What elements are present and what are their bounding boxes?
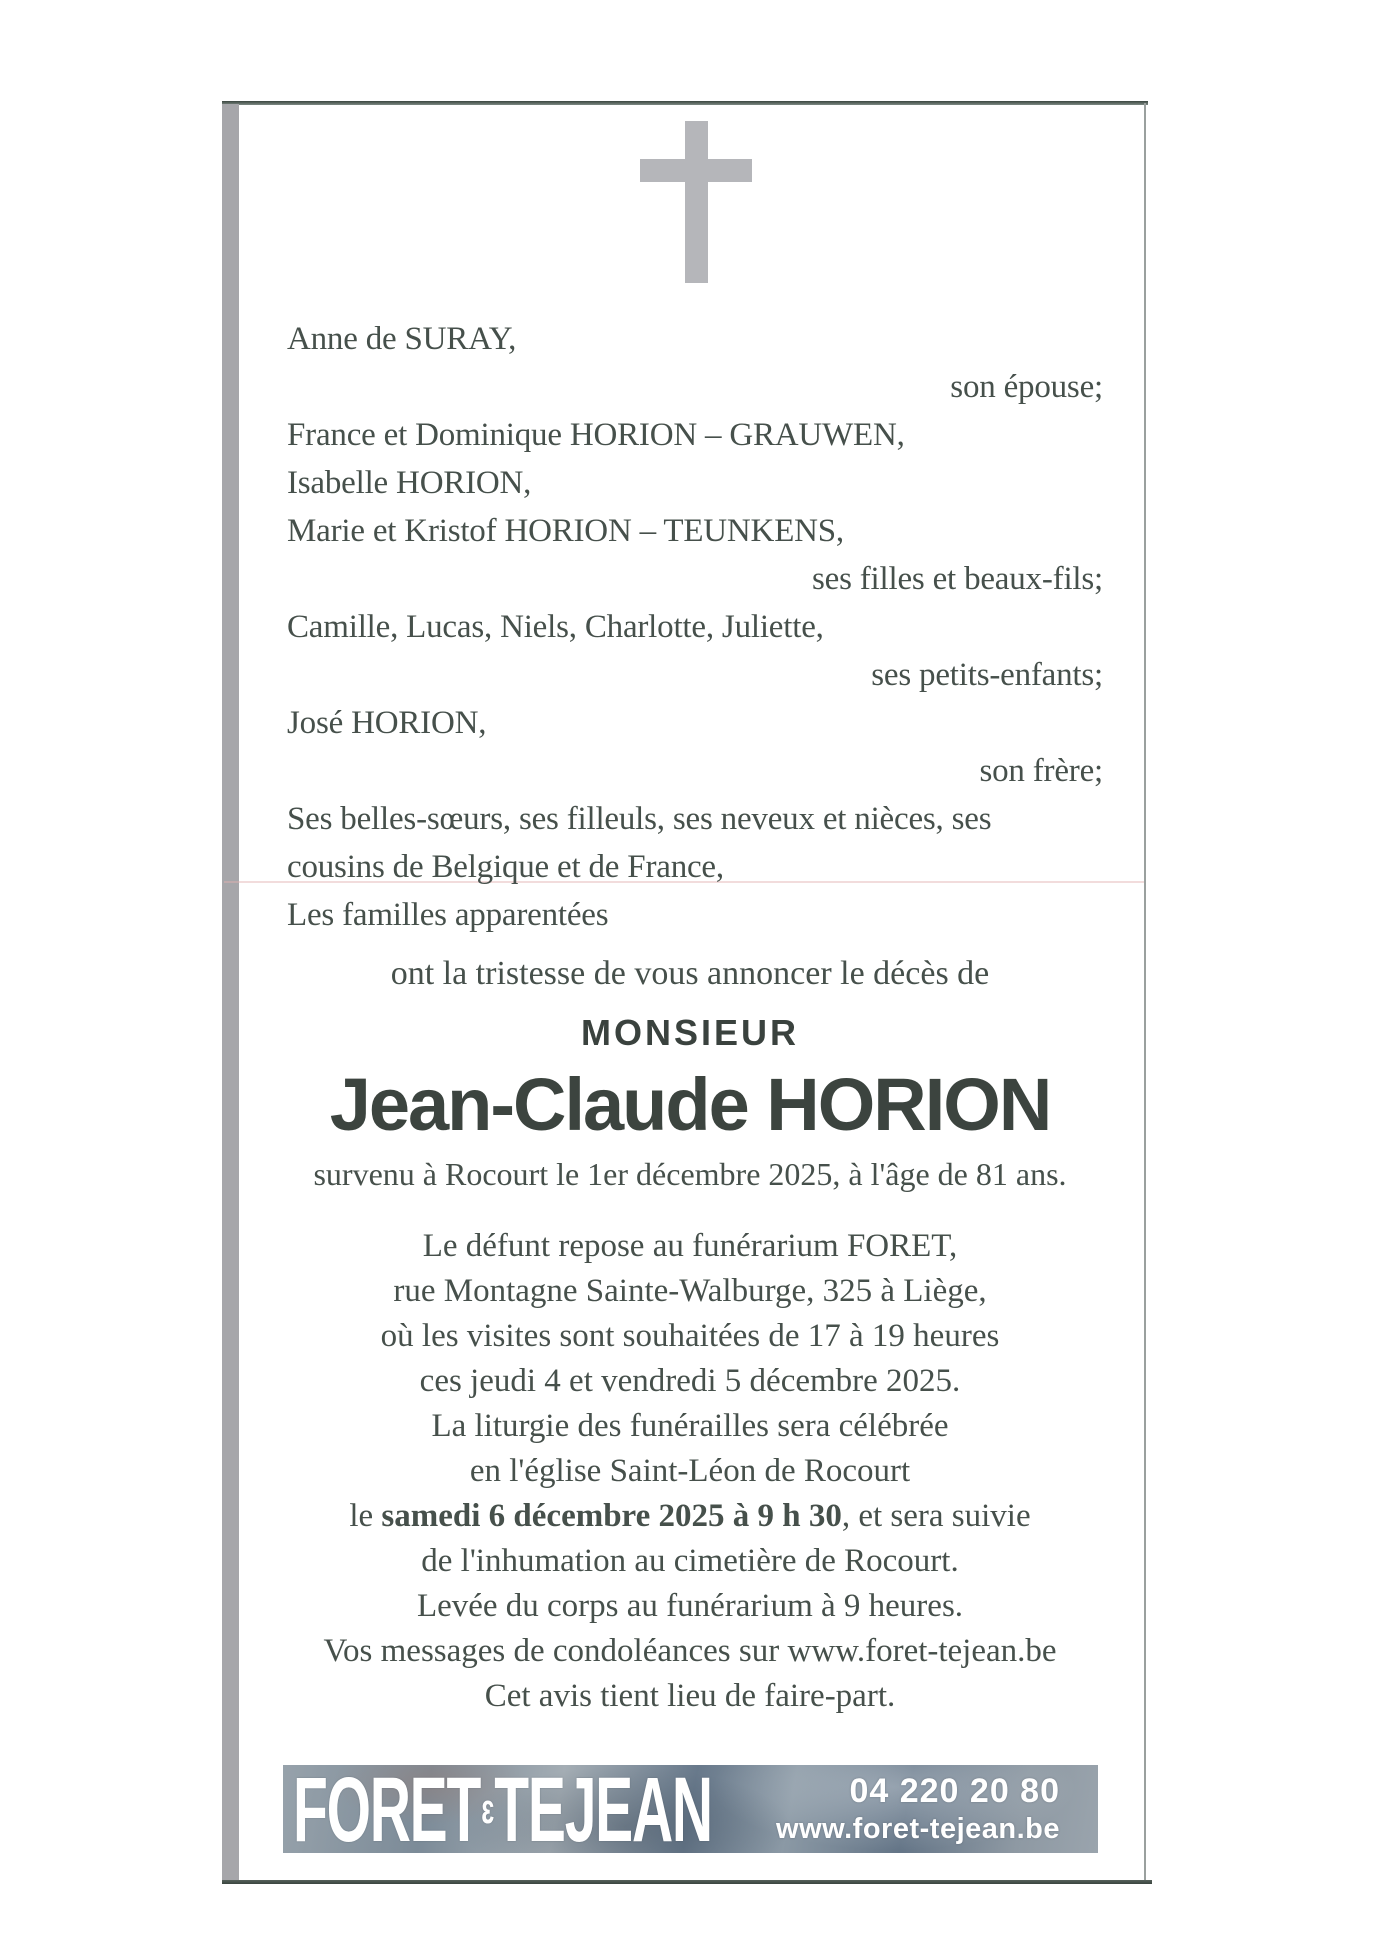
website-url: www.foret-tejean.be [776, 1813, 1060, 1845]
family-line: José HORION, [287, 705, 487, 741]
brand-name-tejean: TEJEAN [494, 1765, 712, 1853]
funeral-home-banner [283, 1765, 1098, 1853]
deceased-name: Jean-Claude HORION [329, 1063, 1051, 1146]
funeral-details [287, 1224, 1093, 1719]
card-bottom-border [222, 1880, 1152, 1884]
funeral-home-logo [293, 1765, 712, 1853]
family-line: France et Dominique HORION – GRAUWEN, [287, 417, 905, 453]
funeral-line: le samedi 6 décembre 2025 à 9 h 30, et sera suivie [349, 1498, 1031, 1534]
ampersand-glyph: ɛ [481, 1785, 494, 1832]
brand-name-foret: FORET [293, 1765, 481, 1853]
funeral-line: Vos messages de condoléances sur www.foret-tejean.be [323, 1633, 1057, 1669]
funeral-line: Levée du corps au funérarium à 9 heures. [416, 1588, 964, 1624]
family-line: ses filles et beaux-fils; [811, 561, 1103, 597]
funeral-line: Cet avis tient lieu de faire-part. [484, 1678, 896, 1714]
card-top-border [222, 101, 1148, 105]
family-line: Camille, Lucas, Niels, Charlotte, Juliette, [287, 609, 824, 645]
family-line: son épouse; [950, 369, 1103, 405]
funeral-line: ces jeudi 4 et vendredi 5 décembre 2025. [419, 1363, 961, 1399]
family-line: Marie et Kristof HORION – TEUNKENS, [287, 513, 844, 549]
funeral-line: La liturgie des funérailles sera célébrée [431, 1408, 949, 1444]
announcement-intro: ont la tristesse de vous annoncer le décès de [390, 955, 990, 992]
family-line: Les familles apparentées [287, 897, 609, 933]
cross-horizontal-bar [640, 159, 752, 182]
family-line: Isabelle HORION, [287, 465, 532, 501]
phone-number: 04 220 20 80 [849, 1772, 1060, 1810]
card-right-border [1144, 103, 1146, 1884]
family-line: Ses belles-sœurs, ses filleuls, ses neveux et nièces, ses [287, 801, 992, 837]
funeral-line: où les visites sont souhaitées de 17 à 19 heures [380, 1318, 1000, 1354]
family-line: ses petits-enfants; [871, 657, 1103, 693]
cross-vertical-bar [685, 121, 708, 283]
family-list [287, 315, 1103, 939]
family-line: Anne de SURAY, [287, 321, 517, 357]
card-left-scan-shadow [222, 104, 239, 1882]
family-line: son frère; [979, 753, 1103, 789]
civility-title: MONSIEUR [580, 1012, 799, 1053]
death-details: survenu à Rocourt le 1er décembre 2025, à l'âge de 81 ans. [313, 1156, 1067, 1192]
contact-block [776, 1772, 1060, 1848]
funeral-line: rue Montagne Sainte-Walburge, 325 à Liège, [393, 1273, 987, 1309]
funeral-line: en l'église Saint-Léon de Rocourt [469, 1453, 911, 1489]
family-line: cousins de Belgique et de France, [287, 849, 724, 885]
funeral-line: de l'inhumation au cimetière de Rocourt. [421, 1543, 959, 1579]
funeral-line: Le défunt repose au funérarium FORET, [422, 1228, 958, 1264]
